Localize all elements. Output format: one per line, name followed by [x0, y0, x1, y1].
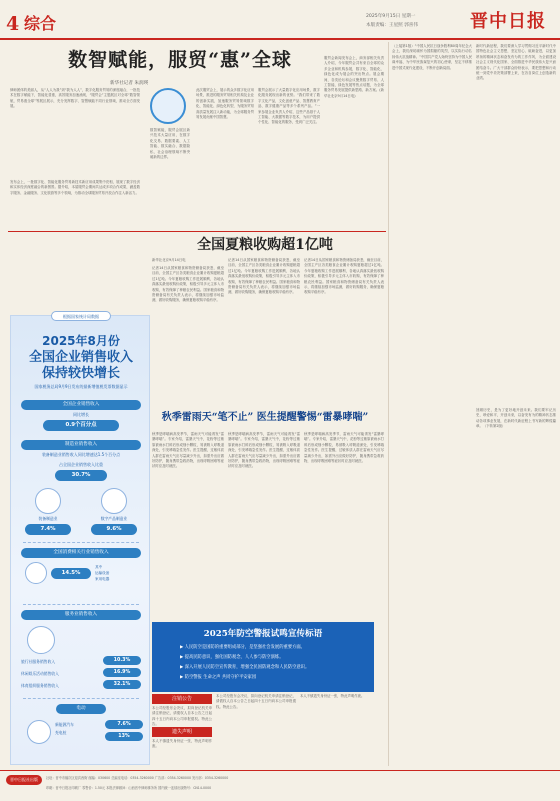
info-title-2: 保持较快增长 [41, 366, 120, 381]
pill-consumption: 全国消费相关行业销售收入 [21, 548, 141, 558]
stat1-value: 0.9个百分点 [43, 420, 119, 431]
sub-transport: 运输设备 [95, 571, 110, 575]
footer-publisher-tag: 晋中日报社出版 [6, 775, 42, 785]
grain-body-1: 记者14日从国家粮食和物资储备局获悉，截至目前，全国主产区各类粮食企业累计收购夏粮超过1亿吨。今年夏粮收购工作进展顺利，各地认真落实最低收购价政策，积极引导多元主体入市收购，有效保障了种粮农民利益。国家粮食和物资储备局有关负责人表示，将继续加强市场监测，做好收购服务，确保夏粮收购平稳有序。 [152, 266, 224, 303]
news-circle-badge [150, 88, 186, 124]
headline: 数智赋能，服贸“惠”全球 [68, 49, 292, 71]
cancellation-notice-body: 本公司经股东会决议，拟向登记机关申请注销登记，请债权人自本公告之日起四十五日内向本公司申报债权。特此公告。 [152, 706, 212, 727]
notice-column-3: 本人不慎遗失身份证一张，特此声明作废。 [300, 694, 365, 698]
asthma-body-3: 秋季是哮喘病高发季节，雷雨天气可能诱发“雷暴哮喘”。专家介绍，雷暴天气中，花粉等过敏原被雨水打碎后形成细小颗粒，易被吸入呼吸道深处，引发哮喘急性发作。医生提醒，过敏体质人群在雷雨天气应尽量减少外出，如需外出应做好防护，随身携带急救药物，出现呼吸困难等症状时应及时就医。 [304, 432, 384, 464]
info-title-1: 全国企业销售收入 [28, 350, 133, 365]
headline-byline: 新华社记者 朱润瑛 [110, 81, 149, 86]
column-divider [388, 42, 389, 766]
asthma-body-1: 秋季是哮喘病高发季节，雷雨天气可能诱发“雷暴哮喘”。专家介绍，雷暴天气中，花粉等过敏原被雨水打碎后形成细小颗粒，易被吸入呼吸道深处，引发哮喘急性发作。医生提醒，过敏体质人群在雷雨天气应尽量减少外出，如需外出应做好防护，随身携带急救药物，出现呼吸困难等症状时应及时就医。 [152, 432, 224, 469]
slogan-line-3: ▶ 深入开展人民防空宣传教育，增强全民国防观念和人民防空意识。 [180, 665, 310, 670]
story1-paragraph-1: 律师团体的美丽人，从“人人为我”到“我为人人”，数字化服务贸易的深度融合，一批技术在数字赋能下，智能化普惠，高效服务加速涌现，“服贸会”主题展区对全球“数智领航，贸易惠全球”等展区展示，充分发挥数字、智慧赋能不同行业领域，推动全方面发展。 [10, 88, 140, 109]
grain-byline: 新华社北京9月14日电 [152, 258, 186, 262]
sales-infographic [10, 315, 150, 765]
pill-total-sales: 全国企业销售收入 [21, 400, 141, 410]
digital-product-icon [101, 488, 127, 514]
cancellation-notice-title: 注销公告 [152, 694, 212, 704]
row-sports-label: 体育组织服务销售收入 [21, 683, 59, 688]
continued-story-col2: 新时代新征程，我们要深入学习贯彻习近平新时代中国特色社会主义思想，坚定信心、砥砺奋进，以更加昂扬的精神状态和奋发有为的工作作风，为全面建设社会主义现代化国家、全面推进中华民族伟大复兴而团结奋斗。广大干部群众纷纷表示，要把思想和行动统一到党中央决策部署上来，在各自岗位上创造新的业绩。 [476, 44, 556, 81]
grain-body-2: 记者14日从国家粮食和物资储备局获悉，截至目前，全国主产区各类粮食企业累计收购夏粮超过1亿吨。今年夏粮收购工作进展顺利，各地认真落实最低收购价政策，积极引导多元主体入市收购，有效保障了种粮农民利益。国家粮食和物资储备局有关负责人表示，将继续加强市场监测，做好收购服务，确保夏粮收购平稳有序。 [228, 258, 300, 295]
ev-icon [27, 720, 51, 744]
sub-appliances: 家用电器 [95, 577, 110, 581]
info-date: 2025年8月份 [42, 334, 120, 348]
line-equipment: 装备制造业销售收入同比增速达1.5个百分点 [41, 452, 121, 457]
sub-digital: 数字产品制造业 [100, 516, 128, 521]
continued-story-col1: （上接第1版）“中国人民抗日战争胜利80周年纪念大会上，我们深切缅怀为国捐躯的英烈，以实际行动弘扬伟大抗战精神。”中国共产党人始终坚持为中国人民谋幸福、为中华民族谋复兴的初心使命，坚定不移推进中国式现代化建设，不断开创新局面。 [392, 44, 472, 70]
continued-story-col3: 回顾历史，是为了更好地开创未来。我们要牢记历史，珍爱和平，开创未来，以奋发有为的精神状态推动各项事业发展，在新时代新征程上书写新的辉煌篇章。（下转第2版） [476, 408, 556, 429]
stat2-value: 30.7% [55, 470, 107, 481]
slogan-title: 2025年防空警报试鸣宣传标语 [203, 629, 323, 639]
grain-body-3: 记者14日从国家粮食和物资储备局获悉，截至目前，全国主产区各类粮食企业累计收购夏粮超过1亿吨。今年夏粮收购工作进展顺利，各地认真落实最低收购价政策，积极引导多元主体入市收购，有效保障了种粮农民利益。国家粮食和物资储备局有关负责人表示，将继续加强市场监测，做好收购服务，确保夏粮收购平稳有序。 [304, 258, 384, 295]
story1-paragraph-2: 数智赋能，服贸会展区新兴技术大量应用，在数字化交易、数据要素、人工智能、数实融合、数据隐私、社会治理领域不断突破新的边界。 [150, 128, 190, 160]
pill-electric: 电动 [56, 704, 106, 714]
loss-notice-title: 遗失声明 [152, 727, 212, 737]
footer-print-info: 印刷：晋中日报社印刷厂 零售价：1.50元 本报法律顾问：山西晋中律师事务所 国内统一连续出版物号：CN14-0000 [46, 786, 212, 790]
footer-address: 社址：晋中市榆次区迎宾西街 邮编：030600 总编室电话：0354-3260000 广告部：0354-3260000 发行部：0354-3260000 [46, 776, 229, 780]
row-leisure-value: 16.9% [103, 668, 141, 677]
slogan-line-4: ▶ 防空警报 生命之声 共同守护平安家园 [180, 675, 257, 680]
value-consumption: 14.5% [51, 568, 91, 579]
newspaper-logo: 晋中日报 [470, 11, 546, 32]
row-travel-value: 10.3% [103, 656, 141, 665]
sub-equipment: 装备制造业 [38, 516, 58, 521]
pill-manufacturing: 制造业销售收入 [21, 440, 141, 450]
divider [23, 542, 139, 543]
stat2-label: 占全国企业销售收入比重 [59, 462, 103, 467]
asthma-body-2: 秋季是哮喘病高发季节，雷雨天气可能诱发“雷暴哮喘”。专家介绍，雷暴天气中，花粉等过敏原被雨水打碎后形成细小颗粒，易被吸入呼吸道深处，引发哮喘急性发作。医生提醒，过敏体质人群在雷雨天气应尽量减少外出，如需外出应做好防护，随身携带急救药物，出现呼吸困难等症状时应及时就医。 [228, 432, 300, 469]
grain-headline: 全国夏粮收购超1亿吨 [197, 237, 333, 253]
row-sports-value: 32.1% [103, 680, 141, 689]
sub-charger: 充电桩 [55, 730, 67, 735]
story1-column-2: 服贸会展示了大量数字化应用场景，数字化服务展现出新的优势。“我们带来了数字文化产品，文化创意产品、智慧教育产品、数字健康产品等多个系列产品。”一家参展企业负责人介绍，这些产品基于人工智能、大数据等数字技术，为用户提供个性化、智能化的服务，受到广泛关注。 [258, 88, 320, 125]
stat1-label: 同比增长 [73, 412, 89, 417]
divider [8, 231, 386, 232]
info-source-tag: 根据国家统计局数据 [51, 311, 111, 321]
loss-notice-body: 本人不慎遗失身份证一张，特此声明作废。 [152, 739, 212, 749]
issue-date: 2025年9月15日 星期一 [366, 14, 416, 19]
info-subtitle: 国家税务总局9月9日发布的最新增值税发票数据显示 [34, 384, 128, 389]
story1-column-4: 发布会上，一批数字化、智能化服务贸易新技术新应用成果集中亮相，展现了数字经济和实体经济深度融合的新图景。据介绍，本届服贸会期间共达成多项合作成果，涵盖数字服务、金融服务、文化旅游等多个领域，为推动全球服务贸易开放合作注入新活力。 [10, 180, 140, 195]
page-name: 综合 [24, 14, 57, 33]
value-equipment: 7.4% [25, 524, 71, 535]
notice-column-2: 本公司经股东会决议，拟向登记机关申请注销登记，请债权人自本公告之日起四十五日内向本公司申报债权。特此公告。 [216, 694, 296, 709]
sub-nev: 新能源汽车 [55, 722, 74, 727]
value-digital: 9.6% [91, 524, 137, 535]
air-defense-slogan-banner [152, 622, 374, 692]
pill-services: 服务业销售收入 [21, 610, 141, 620]
divider [23, 604, 139, 605]
page-header [0, 0, 560, 40]
equipment-icon [35, 488, 61, 514]
shopping-icon [25, 562, 47, 584]
slogan-line-1: ▶ 人民防空是国防的重要组成部分，是坚强社会发展的重要方面。 [180, 645, 305, 650]
editor-line: 本版责编：王星照 郭喜伟 [366, 23, 418, 28]
story1-paragraph-3: 此次服贸会上，展示的众多数字化应用场景，推进的服务贸易相关机构及企业的创新实践，加速服务贸易领域数字化、智能化、绿色化转型，为服务贸易高质量发展注入新动能，为全球服务贸易发展贡献中国智慧。 [196, 88, 254, 120]
slogan-line-2: ▶ 提高民防意识，强化国防观念，人人参与防空演练。 [180, 655, 284, 660]
travel-icon [27, 626, 55, 654]
value-nev: 7.6% [105, 720, 143, 729]
row-leisure-label: 休闲娱乐活动销售收入 [21, 671, 59, 676]
page-number: 4 [6, 13, 20, 35]
story1-column-3: 服贸会新闻发布会上，商务部相关负责人介绍，今年服贸会共有来自全球的众多企业和机构参展，数字化、智能化、绿色化成为展会的突出特点。展会期间，各类论坛和会议聚焦数字贸易、人工智能、绿色发展等热点话题，为全球服务贸易发展提供新思路、新方案。(新华社北京9月14日电) [324, 56, 384, 98]
divider [23, 698, 139, 699]
value-charger: 13% [105, 732, 143, 741]
line-consumption-note: 其中 [95, 565, 103, 569]
asthma-headline: 秋季雷雨天“笔不止” 医生提醒警惕“雷暴哮喘” [161, 412, 369, 423]
row-travel-label: 旅行社服务销售收入 [21, 659, 56, 664]
